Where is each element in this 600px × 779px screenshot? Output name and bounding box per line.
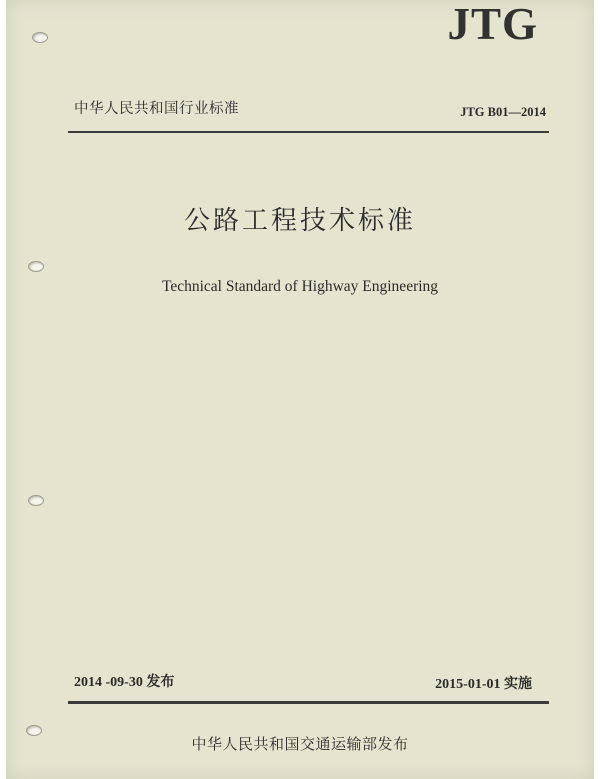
header-divider bbox=[68, 131, 549, 133]
document-title-english: Technical Standard of Highway Engineering bbox=[161, 278, 439, 295]
document-title-chinese: 公路工程技术标准 bbox=[183, 206, 416, 236]
issue-date: 2014 -09-30 发布 bbox=[74, 675, 175, 690]
publisher: 中华人民共和国交通运输部发布 bbox=[191, 735, 409, 753]
binding-hole bbox=[32, 32, 48, 43]
document-cover bbox=[6, 0, 594, 779]
binding-hole bbox=[28, 495, 44, 506]
footer-divider bbox=[68, 701, 549, 704]
standard-number: JTG B01—2014 bbox=[460, 105, 546, 119]
brand-logo: JTG bbox=[447, 0, 538, 49]
standard-category: 中华人民共和国行业标准 bbox=[74, 101, 239, 117]
binding-hole bbox=[28, 261, 44, 272]
implementation-date: 2015-01-01 实施 bbox=[435, 677, 532, 692]
